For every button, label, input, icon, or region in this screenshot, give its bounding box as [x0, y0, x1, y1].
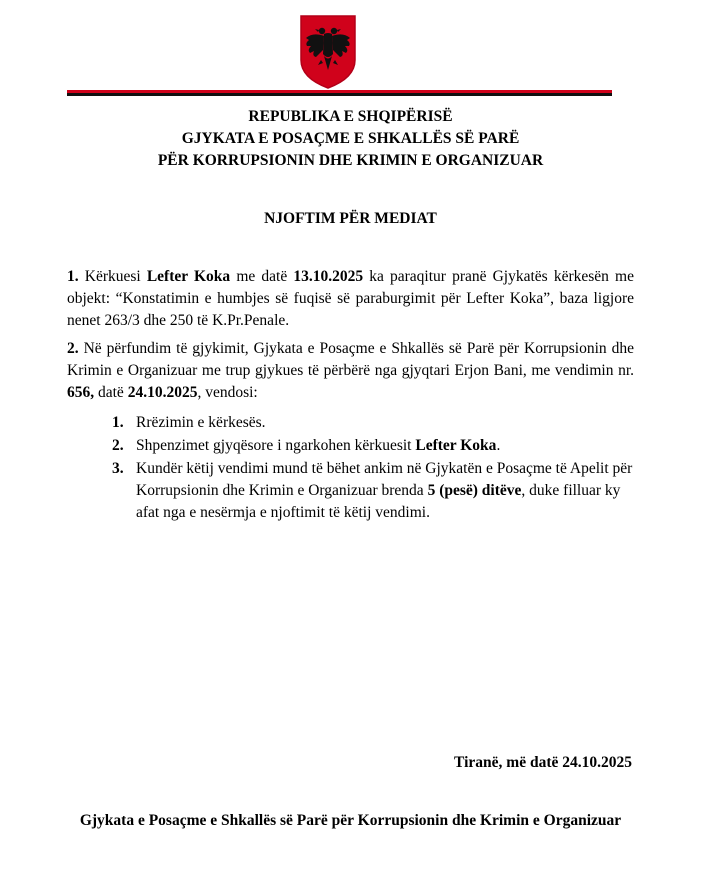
list-item: 2. Shpenzimet gjyqësore i ngarkohen kërkuesit Lefter Koka. [112, 435, 634, 457]
header-line-3: PËR KORRUPSIONIN DHE KRIMIN E ORGANIZUAR [157, 152, 544, 169]
footer-court-name: Gjykata e Posaçme e Shkallës së Parë për Korrupsionin dhe Krimin e Organizuar [79, 812, 622, 829]
notice-title: NJOFTIM PËR MEDIAT [264, 210, 437, 227]
decision-list [112, 412, 634, 524]
request-date: 13.10.2025 [293, 268, 364, 285]
paragraph-1: 1. Kërkuesi Lefter Koka me datë 13.10.2025 ka paraqitur pranë Gjykatës kërkesën me objekt: “Konstatimin e humbjes së fuqisë së paraburgimit për Lefter Koka”, baza ligjore nenet 263/3 dhe 250 të K.Pr.Penale. [67, 268, 634, 329]
place-date: Tiranë, më datë 24.10.2025 [454, 754, 632, 771]
list-item: 1. Rrëzimin e kërkesës. [112, 412, 634, 434]
decision-number: 656, [67, 384, 95, 401]
paragraph-2-number: 2. [67, 340, 79, 357]
list-item-number: 3. [112, 460, 124, 477]
header-rule-black [67, 93, 612, 96]
list-item-number: 1. [112, 414, 124, 431]
header-line-2: GJYKATA E POSAÇME E SHKALLËS SË PARË [181, 130, 520, 147]
list-item-number: 2. [112, 437, 124, 454]
header-line-1: REPUBLIKA E SHQIPËRISË [248, 108, 453, 125]
document-header [0, 106, 701, 172]
paragraph-1-number: 1. [67, 268, 79, 285]
coat-of-arms-emblem [299, 14, 357, 90]
requester-name: Lefter Koka [146, 268, 231, 285]
list-item: 3. Kundër këtij vendimi mund të bëhet ankim në Gjykatën e Posaçme të Apelit për Korrupsionin dhe Krimin e Organizuar brenda 5 (pesë) ditëve, duke filluar ky afat nga e nesërmja e njoftimit të këtij vendimi. [112, 460, 633, 521]
decision-date: 24.10.2025 [127, 384, 198, 401]
paragraph-2: 2. Në përfundim të gjykimit, Gjykata e Posaçme e Shkallës së Parë për Korrupsionin dhe Krimin e Organizuar me trup gjykues të përbërë nga gjyqtari Erjon Bani, me vendimin nr. 656, datë 24.10.2025, vendosi: [67, 340, 634, 401]
